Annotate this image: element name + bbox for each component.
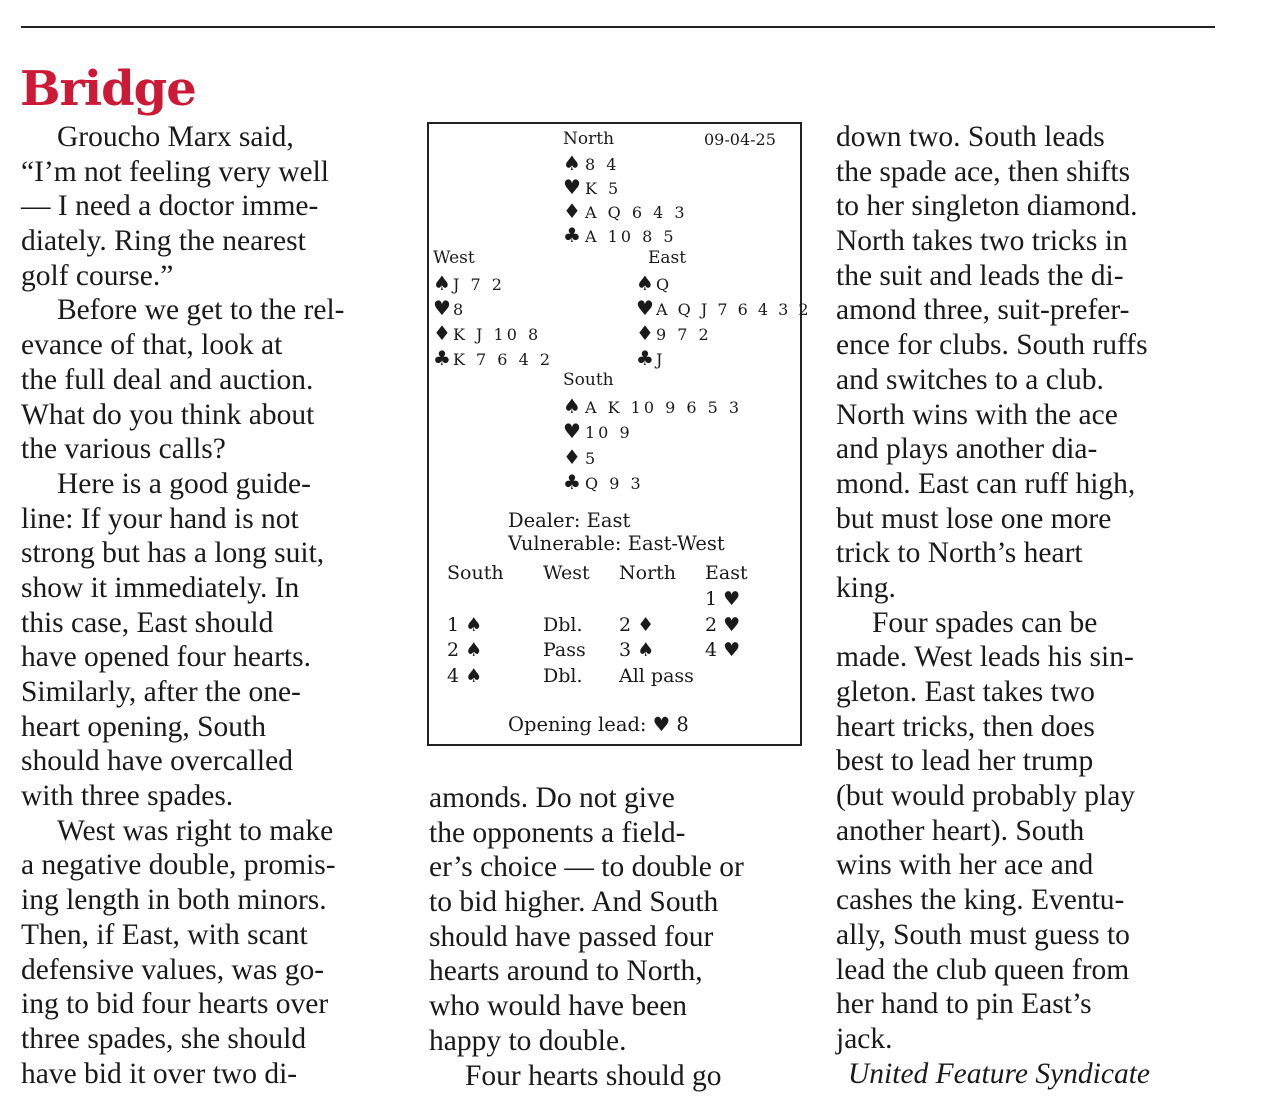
text-line: lead the club queen from xyxy=(836,953,1130,986)
text-line: ing length in both minors. xyxy=(21,884,327,917)
text-line: to her singleton diamond. xyxy=(836,190,1138,223)
text-line: amond three, suit-prefer- xyxy=(836,294,1130,327)
text-line: another heart). South xyxy=(836,814,1085,847)
text-line: “I’m not feeling very well xyxy=(21,155,329,188)
auction-bid: 2 ♠ xyxy=(447,639,483,661)
column-1 xyxy=(21,120,345,1091)
text-line: but must lose one more xyxy=(836,502,1112,535)
text-line: heart tricks, then does xyxy=(836,710,1095,743)
text-line: three spades, she should xyxy=(21,1022,307,1055)
auction-header: West xyxy=(543,562,590,584)
text-line: the various calls? xyxy=(21,433,226,466)
auction-bid: 1 ♠ xyxy=(447,614,483,636)
spade-icon: ♠ xyxy=(636,271,654,295)
text-line: Four spades can be xyxy=(872,606,1098,639)
east-spades: ♠ Q xyxy=(636,271,673,295)
text-line: the full deal and auction. xyxy=(21,363,314,396)
text-line: Groucho Marx said, xyxy=(57,121,294,153)
opening-lead: Opening lead: ♥ 8 xyxy=(508,713,689,736)
east-hearts: ♥ A Q J 7 6 4 3 2 xyxy=(636,296,812,320)
text-line: with three spades. xyxy=(21,780,234,813)
south-hearts: ♥ 10 9 xyxy=(563,419,633,443)
text-line: heart opening, South xyxy=(21,710,266,743)
deal-date: 09-04-25 xyxy=(704,130,776,149)
auction-bid: 3 ♠ xyxy=(619,639,655,661)
dealer: Dealer: East xyxy=(508,509,631,532)
text-line: wins with her ace and xyxy=(836,849,1094,882)
column-3 xyxy=(836,120,1150,1091)
club-icon: ♣ xyxy=(563,470,581,494)
text-line: hearts around to North, xyxy=(429,955,703,988)
north-diamonds: ♦ A Q 6 4 3 xyxy=(563,199,688,223)
spade-icon: ♠ xyxy=(563,151,581,175)
top-rule xyxy=(21,26,1215,28)
text-line: down two. South leads xyxy=(836,121,1105,153)
text-line: — I need a doctor imme- xyxy=(21,190,319,223)
text-line: What do you think about xyxy=(21,398,315,431)
text-line: a negative double, promis- xyxy=(21,849,336,882)
bridge-deal-diagram xyxy=(427,122,812,746)
auction-bid: All pass xyxy=(619,665,694,687)
club-icon: ♣ xyxy=(433,346,451,370)
text-line: er’s choice — to double or xyxy=(429,851,744,884)
spade-icon: ♠ xyxy=(433,271,451,295)
north-spades: ♠ 8 4 xyxy=(563,151,620,175)
south-clubs: ♣ Q 9 3 xyxy=(563,470,644,494)
text-line: this case, East should xyxy=(21,606,274,639)
north-clubs: ♣ A 10 8 5 xyxy=(563,223,677,247)
west-label: West xyxy=(433,248,475,268)
text-line: Here is a good guide- xyxy=(57,467,311,500)
text-line: West was right to make xyxy=(57,814,334,847)
text-line: have bid it over two di- xyxy=(21,1057,298,1090)
auction-bid: Pass xyxy=(543,639,586,661)
text-line: the opponents a field- xyxy=(429,816,686,849)
text-line: should have overcalled xyxy=(21,745,293,778)
east-label: East xyxy=(648,248,687,268)
heart-icon: ♥ xyxy=(563,175,581,199)
text-line: ing to bid four hearts over xyxy=(21,988,329,1021)
text-line: (but would probably play xyxy=(836,780,1136,813)
text-line: Similarly, after the one- xyxy=(21,676,301,708)
text-line: should have passed four xyxy=(429,920,714,953)
auction-bid: 4 ♥ xyxy=(705,639,741,661)
diamond-icon: ♦ xyxy=(433,321,451,345)
auction-bid: 2 ♦ xyxy=(619,614,655,636)
auction-bid: Dbl. xyxy=(543,614,583,636)
text-line: Before we get to the rel- xyxy=(57,294,345,327)
text-line: and switches to a club. xyxy=(836,363,1104,396)
club-icon: ♣ xyxy=(563,223,581,247)
text-line: her hand to pin East’s xyxy=(836,988,1092,1021)
south-label: South xyxy=(563,370,614,390)
auction-header: North xyxy=(619,562,677,584)
west-diamonds: ♦ K J 10 8 xyxy=(433,321,542,345)
text-line: ence for clubs. South ruffs xyxy=(836,329,1148,362)
spade-icon: ♠ xyxy=(563,394,581,418)
text-line: who would have been xyxy=(429,990,688,1023)
text-line: made. West leads his sin- xyxy=(836,641,1134,674)
east-diamonds: ♦ 9 7 2 xyxy=(636,321,712,345)
text-line: best to lead her trump xyxy=(836,745,1094,778)
west-spades: ♠ J 7 2 xyxy=(433,271,505,295)
north-label: North xyxy=(563,129,615,149)
auction-header: East xyxy=(705,562,748,584)
text-line: defensive values, was go- xyxy=(21,953,325,986)
east-clubs: ♣ J xyxy=(636,346,666,370)
text-line: line: If your hand is not xyxy=(21,502,299,535)
west-hearts: ♥ 8 xyxy=(433,296,467,320)
text-line: mond. East can ruff high, xyxy=(836,467,1136,500)
west-clubs: ♣ K 7 6 4 2 xyxy=(433,346,554,370)
auction-bid: 4 ♠ xyxy=(447,665,483,687)
text-line: Then, if East, with scant xyxy=(21,918,308,951)
heart-icon: ♥ xyxy=(636,296,654,320)
column-2 xyxy=(429,781,744,1093)
text-line: golf course.” xyxy=(21,259,174,292)
text-line: trick to North’s heart xyxy=(836,537,1083,570)
auction-header: South xyxy=(447,562,504,584)
text-line: have opened four hearts. xyxy=(21,641,311,674)
diamond-icon: ♦ xyxy=(563,199,581,223)
text-line: gleton. East takes two xyxy=(836,676,1095,708)
club-icon: ♣ xyxy=(636,346,654,370)
diamond-icon: ♦ xyxy=(636,321,654,345)
text-line: the suit and leads the di- xyxy=(836,259,1124,292)
syndicate-credit: United Feature Syndicate xyxy=(848,1057,1151,1090)
text-line: North wins with the ace xyxy=(836,398,1118,431)
text-line: to bid higher. And South xyxy=(429,886,719,919)
heart-icon: ♥ xyxy=(433,296,451,320)
text-line: and plays another dia- xyxy=(836,433,1098,466)
text-line: amonds. Do not give xyxy=(429,782,675,814)
text-line: cashes the king. Eventu- xyxy=(836,884,1125,917)
south-spades: ♠ A K 10 9 6 5 3 xyxy=(563,394,743,418)
text-line: ally, South must guess to xyxy=(836,918,1130,951)
text-line: diately. Ring the nearest xyxy=(21,225,306,258)
auction-bid: Dbl. xyxy=(543,665,583,687)
text-line: North takes two tricks in xyxy=(836,225,1128,258)
auction-bid: 2 ♥ xyxy=(705,614,741,636)
south-diamonds: ♦ 5 xyxy=(563,445,599,469)
headline: Bridge xyxy=(20,61,196,117)
north-hearts: ♥ K 5 xyxy=(563,175,622,199)
text-line: the spade ace, then shifts xyxy=(836,155,1131,188)
text-line: happy to double. xyxy=(429,1024,627,1057)
auction-bid: 1 ♥ xyxy=(705,588,741,610)
text-line: evance of that, look at xyxy=(21,329,283,362)
vulnerable: Vulnerable: East-West xyxy=(508,532,725,555)
text-line: king. xyxy=(836,571,896,604)
heart-icon: ♥ xyxy=(563,419,581,443)
diamond-icon: ♦ xyxy=(563,445,581,469)
text-line: strong but has a long suit, xyxy=(21,537,325,570)
text-line: show it immediately. In xyxy=(21,571,300,604)
text-line: jack. xyxy=(836,1022,893,1055)
text-line: Four hearts should go xyxy=(465,1059,722,1092)
